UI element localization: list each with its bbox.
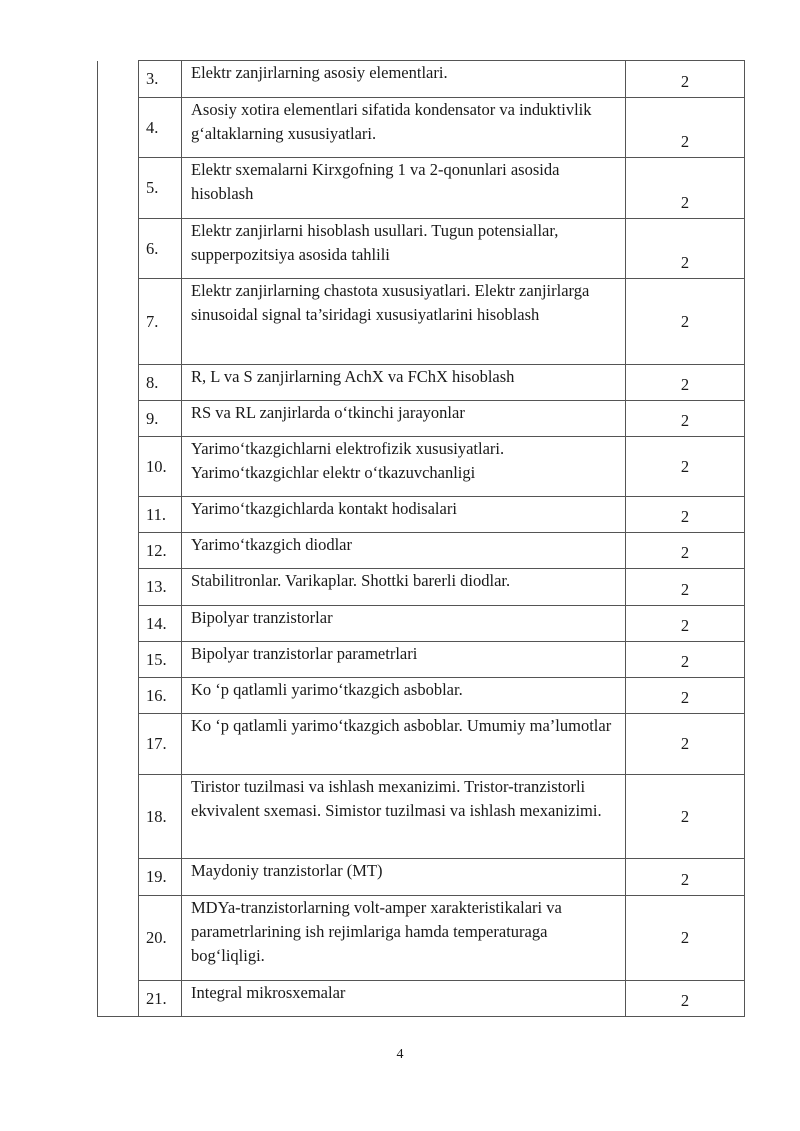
row-topic: Maydoniy tranzistorlar (MT) [182,859,626,896]
row-number: 9. [139,401,182,437]
table-row [98,365,745,401]
row-number: 3. [139,61,182,98]
row-number: 13. [139,569,182,606]
row-hours: 2 [626,714,745,775]
table-row [98,401,745,437]
row-number: 15. [139,642,182,678]
table-row [98,714,745,775]
table-row [98,219,745,279]
row-topic: Elektr zanjirlarning chastota xususiyatlari. Elektr zanjirlarga sinusoidal signal ta’siridagi xususiyatlarini hisoblash [182,279,626,365]
row-hours: 2 [626,642,745,678]
row-hours: 2 [626,365,745,401]
row-number: 18. [139,775,182,859]
row-topic: Elektr zanjirlarning asosiy elementlari. [182,61,626,98]
row-hours: 2 [626,981,745,1017]
row-number: 19. [139,859,182,896]
row-topic: RS va RL zanjirlarda o‘tkinchi jarayonlar [182,401,626,437]
row-topic: Yarimo‘tkazgichlarda kontakt hodisalari [182,497,626,533]
row-number: 16. [139,678,182,714]
row-hours: 2 [626,859,745,896]
row-number: 10. [139,437,182,497]
row-number: 5. [139,158,182,219]
row-topic: MDYa-tranzistorlarning volt-amper xarakteristikalari va parametrlarining ish rejimlariga hamda temperaturaga bog‘liqligi. [182,896,626,981]
row-number: 7. [139,279,182,365]
row-number: 17. [139,714,182,775]
table-row [98,775,745,859]
row-number: 20. [139,896,182,981]
row-hours: 2 [626,279,745,365]
row-hours: 2 [626,569,745,606]
row-number: 21. [139,981,182,1017]
row-hours: 2 [626,775,745,859]
row-topic: Ko ‘p qatlamli yarimo‘tkazgich asboblar. Umumiy ma’lumotlar [182,714,626,775]
row-topic: Elektr zanjirlarni hisoblash usullari. Tugun potensiallar, supperpozitsiya asosida tahlili [182,219,626,279]
row-number: 6. [139,219,182,279]
row-number: 14. [139,606,182,642]
table-row [98,981,745,1017]
row-hours: 2 [626,678,745,714]
row-topic: R, L va S zanjirlarning AchX va FChX hisoblash [182,365,626,401]
row-topic: Elektr sxemalarni Kirxgofning 1 va 2-qonunlari asosida hisoblash [182,158,626,219]
table-row [98,533,745,569]
row-hours: 2 [626,606,745,642]
row-topic: Yarimo‘tkazgichlarni elektrofizik xususiyatlari. Yarimo‘tkazgichlar elektr o‘tkazuvchanligi [182,437,626,497]
row-topic: Integral mikrosxemalar [182,981,626,1017]
table-row [98,678,745,714]
table-row [98,606,745,642]
row-topic: Yarimo‘tkazgich diodlar [182,533,626,569]
row-hours: 2 [626,401,745,437]
blank-column-cell [98,61,139,1017]
table-row [98,859,745,896]
row-hours: 2 [626,533,745,569]
row-topic: Stabilitronlar. Varikaplar. Shottki barerli diodlar. [182,569,626,606]
row-number: 11. [139,497,182,533]
row-topic: Bipolyar tranzistorlar [182,606,626,642]
table-row [98,497,745,533]
table-row [98,896,745,981]
row-topic: Bipolyar tranzistorlar parametrlari [182,642,626,678]
row-hours: 2 [626,896,745,981]
row-topic: Tiristor tuzilmasi va ishlash mexanizimi. Tristor-tranzistorli ekvivalent sxemasi. Simistor tuzilmasi va ishlash mexanizimi. [182,775,626,859]
table-row [98,569,745,606]
row-topic: Asosiy xotira elementlari sifatida kondensator va induktivlik g‘altaklarning xususiyatlari. [182,98,626,158]
curriculum-table-body [98,61,745,1017]
row-topic: Ko ‘p qatlamli yarimo‘tkazgich asboblar. [182,678,626,714]
table-row [98,98,745,158]
curriculum-table [97,60,745,1017]
table-row [98,158,745,219]
row-number: 12. [139,533,182,569]
row-hours: 2 [626,61,745,98]
table-row [98,437,745,497]
row-number: 4. [139,98,182,158]
row-hours: 2 [626,98,745,158]
page-number: 4 [396,1047,404,1062]
row-number: 8. [139,365,182,401]
table-row [98,61,745,98]
row-hours: 2 [626,437,745,497]
row-hours: 2 [626,219,745,279]
row-hours: 2 [626,158,745,219]
row-hours: 2 [626,497,745,533]
table-row [98,279,745,365]
table-row [98,642,745,678]
